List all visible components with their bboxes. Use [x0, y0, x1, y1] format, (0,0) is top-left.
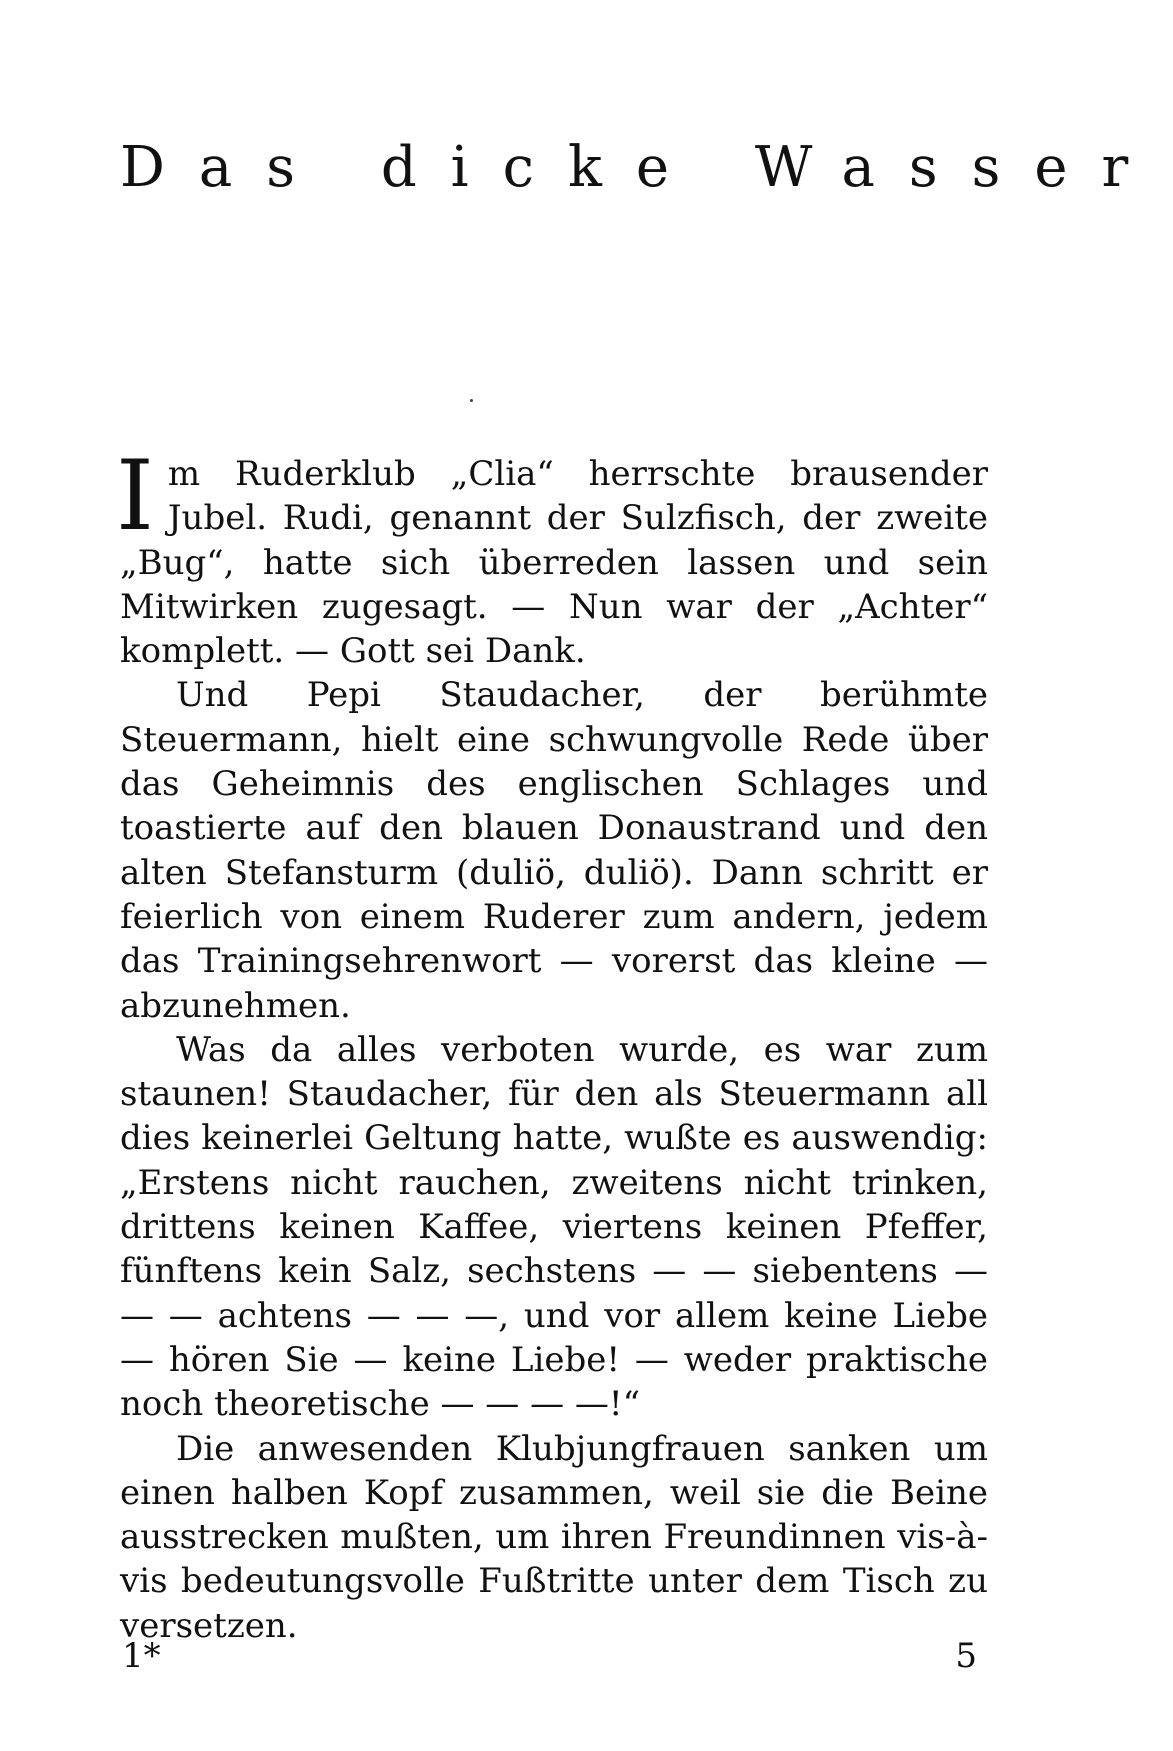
paragraph-1-text: m Ruderklub „Clia“ herrschte brausender Jubel. Rudi, genannt der Sulzfisch, der zweite „Bug“, hatte sich überreden lassen und sein Mitwirken zugesagt. — Nun war der „Achter“ komplett. — Gott sei Dank. — [120, 454, 988, 672]
chapter-title: Das dicke Wasser — [120, 135, 1163, 200]
page-number: 5 — [955, 1636, 977, 1676]
chapter-body — [116, 440, 988, 1648]
printing-speck — [470, 399, 473, 402]
paragraph-4: Die anwesenden Klubjungfrauen sanken um einen halben Kopf zusammen, weil sie die Beine ausstrecken mußten, um ihren Freundinnen vis-à-vis bedeutungsvolle Fußtritte unter dem Tisch zu versetzen. — [120, 1428, 988, 1646]
paragraph-3: Was da alles verboten wurde, es war zum staunen! Staudacher, für den als Steuermann all dies keinerlei Geltung hatte, wußte es auswendig: „Erstens nicht rauchen, zweitens nicht trinken, drittens keinen Kaffee, viertens keinen Pfeffer, fünftens kein Salz, sechstens — — siebentens — — — achtens — — —, und vor allem keine Liebe — hören Sie — keine Liebe! — weder praktische noch theoretische — — — —!“ — [120, 1029, 988, 1425]
signature-mark: 1* — [122, 1636, 161, 1676]
paragraph-1 — [116, 440, 988, 673]
drop-cap-initial: I — [116, 440, 154, 552]
paragraph-2: Und Pepi Staudacher, der berühmte Steuermann, hielt eine schwungvolle Rede über das Geheimnis des englischen Schlages und toastierte auf den blauen Donaustrand und den alten Stefansturm (duliö, duliö). Dann schritt er feierlich von einem Ruderer zum andern, jedem das Trainingsehrenwort — vorerst das kleine — abzunehmen. — [120, 675, 988, 1026]
